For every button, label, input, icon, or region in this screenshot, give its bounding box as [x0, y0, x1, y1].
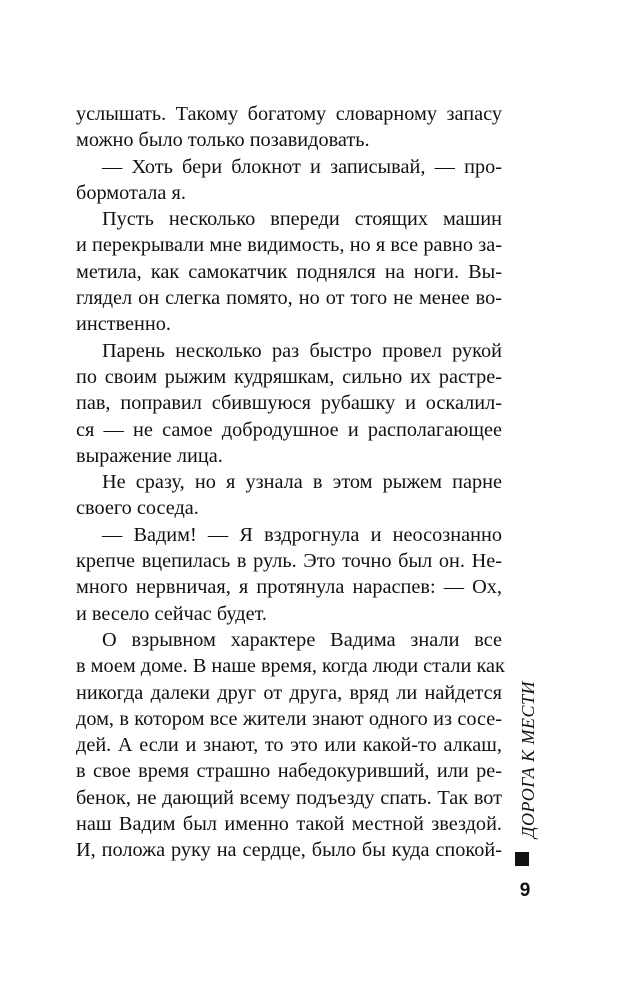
text-line: — Хоть бери блокнот и записывай, — про-: [102, 155, 502, 178]
text-line: бенок, не дающий всему подъезду спать. Так вот: [76, 786, 502, 809]
text-line: по своим рыжим кудряшкам, сильно их растре-: [76, 365, 502, 388]
text-line: крепче вцепилась в руль. Это точно был он. Не-: [76, 550, 502, 573]
text-line: инственно.: [76, 313, 171, 336]
text-line: ся — не самое добродушное и располагающее: [76, 418, 502, 441]
text-line: можно было только позавидовать.: [76, 129, 370, 152]
text-line: Пусть несколько впереди стоящих машин: [102, 208, 502, 231]
text-line: глядел он слегка помято, но от того не менее во-: [76, 287, 502, 310]
text-line: бормотала я.: [76, 181, 186, 204]
text-line: пав, поправил сбившуюся рубашку и оскалил-: [76, 392, 502, 415]
running-title-block: [500, 678, 560, 878]
text-line: и весело сейчас будет.: [76, 602, 267, 625]
text-line: И, положа руку на сердце, было бы куда спокой-: [76, 839, 502, 862]
text-line: своего соседа.: [76, 497, 199, 520]
square-marker-icon: [515, 852, 529, 866]
text-line: много нервничая, я протянула нараспев: — Ох,: [76, 576, 502, 599]
text-line: в свое время страшно набедокуривший, или ре-: [76, 760, 502, 783]
text-line: и перекрывали мне видимость, но я все равно за-: [76, 234, 502, 257]
page-body-text: [76, 101, 505, 864]
text-line: услышать. Такому богатому словарному запасу: [76, 103, 502, 125]
text-line: дей. А если и знают, то это или какой-то алкаш,: [76, 734, 502, 757]
text-line: наш Вадим был именно такой местной звездой.: [76, 813, 502, 836]
running-title: ДОРОГА К МЕСТИ: [518, 680, 538, 838]
page-number: 9: [519, 880, 531, 901]
text-line: дом, в котором все жители знают одного из сосе-: [76, 707, 502, 730]
text-line: в моем доме. В наше время, когда люди стали как: [76, 655, 505, 678]
text-line: — Вадим! — Я вздрогнула и неосознанно: [102, 523, 502, 546]
text-line: Не сразу, но я узнала в этом рыжем парне: [102, 471, 502, 494]
text-line: никогда далеки друг от друга, вряд ли найдется: [76, 681, 502, 704]
text-line: Парень несколько раз быстро провел рукой: [102, 339, 502, 362]
text-line: метила, как самокатчик поднялся на ноги. Вы-: [76, 260, 502, 283]
text-line: выражение лица.: [76, 444, 223, 467]
text-line: О взрывном характере Вадима знали все: [102, 628, 502, 651]
